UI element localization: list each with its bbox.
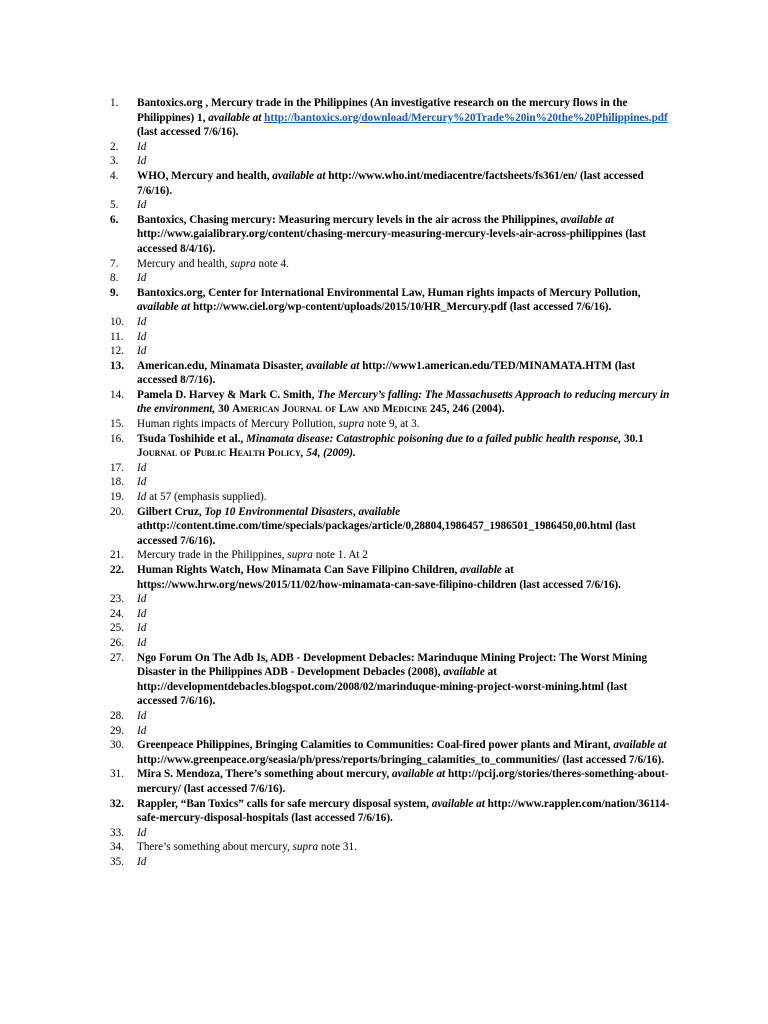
endnote-text-run: at http://developmentdebacles.blogspot.com/2008/02/marinduque-mining-project-worst-mining.html (last accessed 7/6/16).: [137, 666, 628, 708]
endnote-text-run: Id: [137, 199, 147, 212]
endnote-number: 7.: [110, 257, 119, 270]
endnote-text: [137, 651, 670, 709]
endnote-text-run: available at: [392, 768, 448, 781]
endnote-item: [110, 709, 670, 724]
endnote-text: [137, 738, 670, 767]
endnote-text: [137, 767, 670, 796]
endnote-number: 24.: [110, 607, 124, 620]
endnote-number: 14.: [110, 388, 124, 401]
endnote-text: [137, 213, 670, 257]
endnote-item: [110, 417, 670, 432]
endnote-text: [137, 198, 670, 213]
endnote-item: [110, 563, 670, 592]
endnote-text-run: Pamela D. Harvey & Mark C. Smith,: [137, 388, 318, 401]
endnote-text-run: Mercury trade in the Philippines,: [137, 549, 288, 562]
endnote-text-run: Journal of Public Health Policy: [137, 447, 301, 460]
source-link[interactable]: http://bantoxics.org/download/Mercury%20Trade%20in%20the%20Philippines.pdf: [264, 111, 668, 124]
endnote-text-run: Id: [137, 855, 147, 868]
endnote-text-run: note 9, at 3.: [364, 418, 420, 431]
endnote-item: [110, 169, 670, 198]
endnote-text: [137, 432, 670, 461]
endnote-text: [137, 330, 670, 345]
endnote-text-run: , 54, (2009).: [300, 447, 356, 460]
endnote-text: [137, 505, 670, 549]
endnote-number: 34.: [110, 841, 124, 854]
endnote-text-run: http://www.rappler.com/nation/36114-safe-mercury-disposal-hospitals (last accessed 7/6/16).: [137, 797, 670, 825]
endnote-number: 16.: [110, 432, 124, 445]
endnote-text-run: Id: [137, 622, 147, 635]
endnote-number: 30.: [110, 739, 124, 752]
endnote-text: [137, 169, 670, 198]
endnote-text: [137, 855, 670, 870]
endnote-text-run: There’s something about mercury,: [137, 841, 293, 854]
endnote-text: [137, 315, 670, 330]
endnote-item: [110, 461, 670, 476]
endnote-text-run: available at: [272, 169, 329, 182]
endnote-text-run: Tsuda Toshihide et al.,: [137, 432, 247, 445]
endnote-text-run: note 31.: [318, 841, 357, 854]
endnote-number: 9.: [110, 286, 119, 299]
endnote-number: 23.: [110, 593, 124, 606]
endnote-item: [110, 636, 670, 651]
endnote-text-run: supra: [230, 257, 256, 270]
endnote-text-run: Greenpeace Philippines, Bringing Calamities to Communities: Coal-fired power plants and Mirant,: [137, 739, 614, 752]
endnote-text-run: 245, 246 (2004).: [427, 403, 505, 416]
endnote-item: [110, 826, 670, 841]
endnote-number: 27.: [110, 651, 124, 664]
endnote-text-run: available at: [208, 111, 265, 124]
endnote-item: [110, 607, 670, 622]
endnote-text: [137, 359, 670, 388]
endnote-item: [110, 548, 670, 563]
endnote-text: [137, 96, 670, 140]
endnote-text-run: http://www.gaialibrary.org/content/chasing-mercury-measuring-mercury-levels-air-across-philippines (last accessed 8/4/16).: [137, 228, 646, 255]
endnote-text: [137, 797, 670, 826]
endnote-number: 19.: [110, 491, 124, 504]
endnote-text-run: WHO, Mercury and health,: [137, 169, 273, 182]
endnote-text-run: supra: [338, 418, 365, 431]
endnote-number: 12.: [110, 345, 124, 358]
endnote-number: 28.: [110, 709, 124, 722]
endnote-item: [110, 359, 670, 388]
endnote-number: 1.: [110, 97, 119, 109]
endnote-item: [110, 315, 670, 330]
endnote-text-run: Id: [137, 315, 147, 328]
endnote-text-run: Bantoxics, Chasing mercury: Measuring mercury levels in the air across the Philippines,: [137, 213, 561, 226]
endnote-item: [110, 505, 670, 549]
endnote-number: 13.: [110, 359, 124, 372]
endnote-text-run: Gilbert Cruz,: [137, 505, 205, 518]
endnote-text-run: Human Rights Watch, How Minamata Can Save Filipino Children,: [137, 564, 461, 576]
endnote-text-run: available at: [306, 359, 363, 372]
endnote-text-run: http://www.greenpeace.org/seasia/ph/press/reports/bringing_calamities_to_communities/ (last accessed 7/6/16).: [137, 753, 665, 766]
endnote-text-run: Bantoxics.org, Center for International Environmental Law, Human rights impacts of Mercury Pollution,: [137, 286, 641, 299]
endnote-text: [137, 709, 670, 724]
endnote-text: [137, 461, 670, 476]
endnote-text: [137, 548, 670, 563]
endnote-text-run: Id: [137, 345, 147, 358]
endnote-number: 35.: [110, 855, 124, 868]
endnote-number: 17.: [110, 461, 124, 474]
endnote-item: [110, 621, 670, 636]
endnote-number: 33.: [110, 826, 124, 839]
endnote-text-run: American Journal of Law and Medicine: [232, 403, 428, 416]
endnote-item: [110, 154, 670, 169]
endnote-text-run: Rappler, “Ban Toxics” calls for safe mercury disposal system,: [137, 797, 432, 810]
endnote-text-run: Human rights impacts of Mercury Pollution,: [137, 418, 339, 431]
endnote-number: 2.: [110, 140, 119, 153]
endnote-text: [137, 271, 670, 286]
endnote-item: [110, 198, 670, 213]
endnote-text-run: Id: [137, 330, 147, 343]
endnote-item: [110, 257, 670, 272]
endnote-text-run: Bantoxics.org , Mercury trade in the Philippines (An investigative research on the mercury flows in the Philippines) 1,: [137, 97, 628, 124]
endnote-text: [137, 840, 670, 855]
endnote-text-run: ,: [352, 505, 359, 518]
endnote-text-run: American.edu, Minamata Disaster,: [137, 359, 307, 372]
endnote-item: [110, 344, 670, 359]
endnote-text-run: Id: [137, 724, 147, 737]
endnote-text-run: note 1. At 2: [312, 549, 368, 562]
endnotes-list: [110, 96, 670, 869]
endnote-text-run: Ngo Forum On The Adb Is, ADB - Development Debacles: Marinduque Mining Project: The Worst Mining Disaster in the Philippines ADB - Development Debacles (2008),: [137, 651, 648, 679]
endnote-text-run: http://www.ciel.org/wp-content/uploads/2015/10/HR_Mercury.pdf (last accessed 7/6/16).: [192, 301, 612, 314]
endnote-text-run: available: [460, 564, 502, 576]
endnote-text-run: Id: [137, 636, 147, 649]
endnote-text-run: http://www1.american.edu/TED/MINAMATA.HTM (last accessed 8/7/16).: [137, 359, 636, 387]
endnote-text-run: available: [443, 666, 485, 679]
endnote-text-run: Mercury and health,: [137, 257, 231, 270]
endnote-number: 10.: [110, 315, 124, 328]
endnote-item: [110, 738, 670, 767]
endnote-text: [137, 621, 670, 636]
endnote-text: [137, 417, 670, 432]
endnote-text-run: Top 10 Environmental Disasters: [204, 505, 353, 518]
endnote-text: [137, 826, 670, 841]
endnote-number: 22.: [110, 564, 124, 576]
endnote-text-run: Id: [137, 476, 147, 489]
endnote-text-run: Id: [137, 491, 147, 504]
endnote-item: [110, 475, 670, 490]
endnote-number: 11.: [110, 330, 124, 343]
endnote-text-run: Id: [137, 461, 147, 474]
endnote-text-run: Id: [137, 140, 147, 153]
endnote-text-run: The Mercury’s falling: The Massachusetts Approach to reducing mercury in the environment,: [137, 388, 670, 416]
endnote-text: [137, 344, 670, 359]
endnote-item: [110, 213, 670, 257]
endnote-number: 20.: [110, 505, 124, 518]
endnote-text-run: Id: [137, 593, 147, 606]
endnote-text-run: Id: [137, 826, 147, 839]
endnote-text-run: available: [358, 505, 401, 518]
endnote-text-run: available at: [137, 301, 193, 314]
endnote-number: 5.: [110, 199, 119, 212]
endnote-item: [110, 855, 670, 870]
endnote-item: [110, 140, 670, 155]
endnote-number: 32.: [110, 797, 124, 810]
endnote-text-run: at https://www.hrw.org/news/2015/11/02/how-minamata-can-save-filipino-children (last accessed 7/6/16).: [137, 564, 621, 591]
endnote-item: [110, 724, 670, 739]
endnote-text: [137, 607, 670, 622]
endnote-text-run: Id: [137, 272, 147, 285]
endnote-text-run: supra: [287, 549, 313, 562]
endnote-number: 3.: [110, 155, 119, 168]
endnote-number: 18.: [110, 476, 124, 489]
endnote-text-run: Minamata disease: Catastrophic poisoning due to a failed public health response,: [246, 432, 622, 445]
endnote-item: [110, 592, 670, 607]
endnote-item: [110, 286, 670, 315]
endnote-text: [137, 592, 670, 607]
endnote-item: [110, 271, 670, 286]
endnote-text-run: available at: [560, 213, 614, 226]
endnote-text: [137, 257, 670, 272]
endnote-item: [110, 96, 670, 140]
endnote-item: [110, 432, 670, 461]
endnote-text: [137, 388, 670, 417]
endnote-text-run: at 57 (emphasis supplied).: [146, 491, 267, 504]
endnote-text-run: 30: [215, 403, 233, 416]
endnote-text-run: available at: [613, 739, 667, 752]
endnote-text-run: Id: [137, 709, 147, 722]
endnote-number: 31.: [110, 768, 124, 781]
endnote-number: 8.: [110, 272, 119, 285]
endnote-text-run: Id: [137, 607, 147, 620]
endnote-text-run: available at: [431, 797, 485, 810]
endnote-text-run: Mira S. Mendoza, There’s something about mercury,: [137, 768, 393, 781]
endnote-number: 21.: [110, 549, 124, 562]
endnote-text: [137, 154, 670, 169]
endnote-item: [110, 651, 670, 709]
endnote-text: [137, 563, 670, 592]
endnote-number: 6.: [110, 213, 119, 226]
endnote-item: [110, 797, 670, 826]
endnote-item: [110, 490, 670, 505]
endnote-text: [137, 724, 670, 739]
endnote-item: [110, 840, 670, 855]
endnote-text-run: athttp://content.time.com/time/specials/packages/article/0,28804,1986457_1986501_1986450,00.html (last accessed 7/6/16).: [137, 520, 636, 547]
endnote-text: [137, 475, 670, 490]
endnote-text-run: (last accessed 7/6/16).: [137, 126, 239, 139]
endnote-text: [137, 490, 670, 505]
endnote-text: [137, 636, 670, 651]
endnote-text-run: http://pcij.org/stories/theres-something-about-mercury/ (last accessed 7/6/16).: [137, 768, 669, 795]
endnote-text-run: note 4.: [255, 257, 289, 270]
endnote-number: 26.: [110, 636, 124, 649]
endnote-text-run: Id: [137, 155, 147, 168]
endnote-item: [110, 388, 670, 417]
endnote-item: [110, 330, 670, 345]
endnote-number: 15.: [110, 418, 124, 431]
endnote-text: [137, 286, 670, 315]
endnote-text-run: supra: [292, 841, 319, 854]
endnote-text-run: 30.1: [621, 432, 644, 445]
endnote-number: 29.: [110, 724, 124, 737]
endnote-text-run: http://www.who.int/mediacentre/factsheets/fs361/en/ (last accessed 7/6/16).: [137, 169, 644, 197]
endnote-item: [110, 767, 670, 796]
endnote-text: [137, 140, 670, 155]
endnote-number: 4.: [110, 169, 119, 182]
endnote-number: 25.: [110, 622, 124, 635]
